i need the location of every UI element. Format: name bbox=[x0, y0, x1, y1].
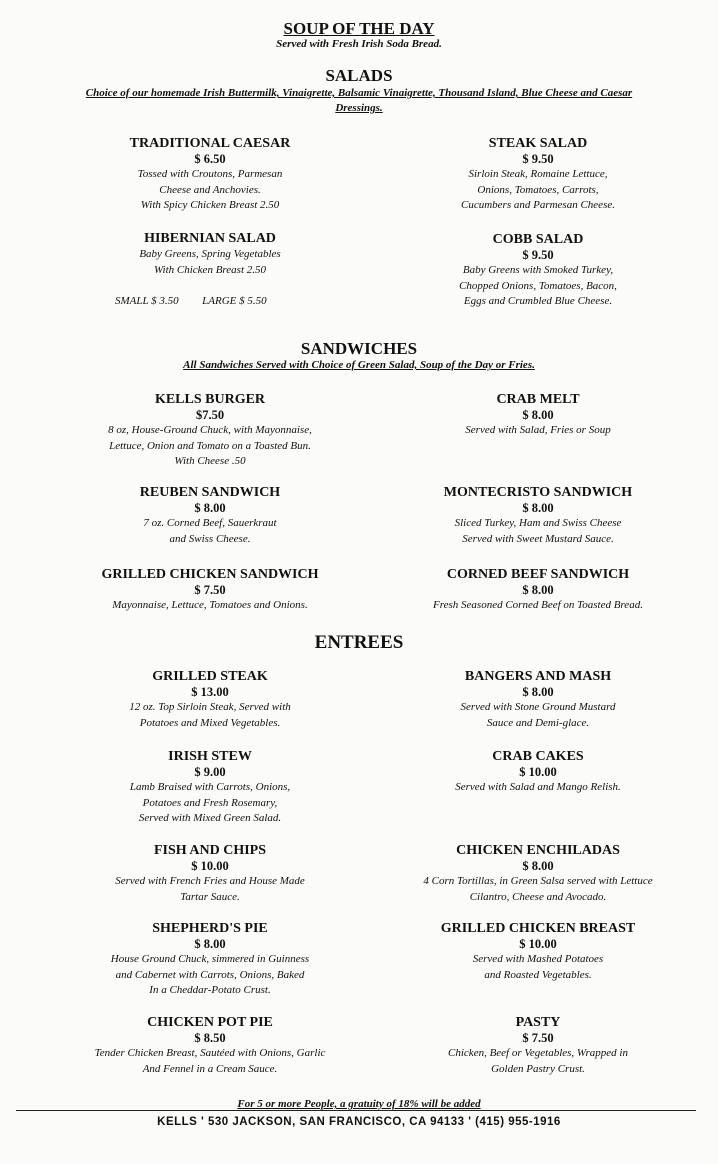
restaurant-address: KELLS ' 530 JACKSON, SAN FRANCISCO, CA 94133 ' (415) 955-1916 bbox=[157, 1116, 561, 1128]
item-name: GRILLED STEAK bbox=[152, 669, 268, 684]
item-price: $ 6.50 bbox=[194, 152, 226, 166]
item-desc-line: In a Cheddar-Potato Crust. bbox=[149, 984, 271, 996]
item-desc-line: Cilantro, Cheese and Avocado. bbox=[469, 890, 607, 903]
item-name: IRISH STEW bbox=[168, 749, 252, 764]
salad-size-prices bbox=[115, 295, 267, 307]
menu-item-chicken-enchiladas bbox=[358, 843, 718, 905]
item-desc-line: With Chicken Breast 2.50 bbox=[153, 263, 267, 276]
item-name: GRILLED CHICKEN BREAST bbox=[440, 921, 636, 936]
item-price: $7.50 bbox=[195, 408, 225, 422]
item-desc-line: and Swiss Cheese. bbox=[169, 532, 251, 545]
item-desc-line: Eggs and Crumbled Blue Cheese. bbox=[463, 295, 613, 307]
item-price: $ 8.00 bbox=[522, 408, 554, 422]
item-desc-line: 12 oz. Top Sirloin Steak, Served with bbox=[129, 701, 291, 713]
menu-item-crab-cakes bbox=[358, 749, 718, 796]
item-price: $ 7.50 bbox=[194, 583, 226, 597]
menu-item-grilled-chicken-breast bbox=[358, 921, 718, 983]
item-desc-line: Potatoes and Mixed Vegetables. bbox=[139, 716, 281, 729]
menu-item-shepherds-pie bbox=[30, 921, 390, 999]
item-desc-line: Tender Chicken Breast, Sautéed with Onions, Garlic bbox=[94, 1047, 326, 1059]
item-desc-line: 8 oz, House-Ground Chuck, with Mayonnaise, bbox=[108, 424, 312, 436]
item-name: CHICKEN POT PIE bbox=[147, 1015, 273, 1030]
item-desc-line: Served with Sweet Mustard Sauce. bbox=[462, 532, 614, 545]
item-desc-line: Sauce and Demi-glace. bbox=[486, 716, 590, 729]
footer-divider bbox=[16, 1110, 696, 1111]
item-desc-line: Lamb Braised with Carrots, Onions, bbox=[129, 781, 291, 793]
item-desc-line: Potatoes and Fresh Rosemary, bbox=[142, 796, 278, 809]
sandwiches-heading: SANDWICHES bbox=[300, 339, 418, 358]
menu-item-cobb-salad bbox=[358, 232, 718, 310]
item-price: $ 8.00 bbox=[522, 685, 554, 699]
menu-item-pasty bbox=[358, 1015, 718, 1077]
entrees-heading: ENTREES bbox=[314, 632, 404, 653]
item-desc-line: And Fennel in a Cream Sauce. bbox=[142, 1062, 278, 1075]
item-price: $ 10.00 bbox=[519, 937, 557, 951]
item-name: PASTY bbox=[515, 1015, 561, 1030]
menu-item-irish-stew bbox=[30, 749, 390, 827]
item-desc-line: Sirloin Steak, Romaine Lettuce, bbox=[468, 168, 608, 180]
item-name: GRILLED CHICKEN SANDWICH bbox=[101, 567, 319, 582]
menu-item-grilled-chicken-sandwich bbox=[30, 567, 390, 614]
item-price: $ 8.00 bbox=[522, 859, 554, 873]
menu-item-montecristo-sandwich bbox=[358, 485, 718, 547]
item-desc-line: Baby Greens with Smoked Turkey, bbox=[462, 264, 614, 276]
item-price: $ 8.00 bbox=[522, 501, 554, 515]
item-desc-line: With Cheese .50 bbox=[174, 455, 246, 467]
item-desc-line: Served with French Fries and House Made bbox=[115, 875, 305, 887]
item-name: TRADITIONAL CAESAR bbox=[129, 136, 291, 151]
item-price: $ 13.00 bbox=[191, 685, 229, 699]
item-name: REUBEN SANDWICH bbox=[139, 485, 281, 500]
salads-dressings-line1: Choice of our homemade Irish Buttermilk, Vinaigrette, Balsamic Vinaigrette, Thousand Island, Blue Cheese and Caesar bbox=[85, 87, 633, 99]
salads-dressings-line2: Dressings. bbox=[335, 102, 383, 114]
item-price: $ 8.50 bbox=[194, 1031, 226, 1045]
menu-item-steak-salad bbox=[358, 136, 718, 214]
soup-subtitle: Served with Fresh Irish Soda Bread. bbox=[276, 38, 442, 50]
menu-item-crab-melt bbox=[358, 392, 718, 439]
item-desc-line: Lettuce, Onion and Tomato on a Toasted Bun. bbox=[109, 439, 311, 452]
item-name: SHEPHERD'S PIE bbox=[152, 921, 268, 936]
item-desc-line: Tossed with Croutons, Parmesan bbox=[137, 168, 283, 180]
soup-heading: SOUP OF THE DAY bbox=[283, 19, 435, 38]
item-desc-line: 4 Corn Tortillas, in Green Salsa served with Lettuce bbox=[423, 875, 653, 887]
item-desc-line: Cucumbers and Parmesan Cheese. bbox=[461, 199, 615, 211]
item-name: KELLS BURGER bbox=[154, 392, 266, 407]
item-desc-line: Served with Salad and Mango Relish. bbox=[455, 781, 621, 793]
item-desc-line: Served with Mixed Green Salad. bbox=[138, 812, 282, 824]
item-name: BANGERS AND MASH bbox=[464, 669, 612, 684]
item-desc-line: Cheese and Anchovies. bbox=[159, 183, 261, 196]
item-desc-line: Chicken, Beef or Vegetables, Wrapped in bbox=[448, 1047, 628, 1059]
item-desc-line: and Roasted Vegetables. bbox=[484, 968, 592, 981]
item-price: $ 8.00 bbox=[522, 583, 554, 597]
menu-item-fish-and-chips bbox=[30, 843, 390, 905]
item-name: CRAB MELT bbox=[496, 392, 580, 407]
salads-heading: SALADS bbox=[325, 66, 393, 85]
menu-item-corned-beef-sandwich bbox=[358, 567, 718, 614]
item-price: $ 8.00 bbox=[194, 501, 226, 515]
item-price: $ 9.50 bbox=[522, 152, 554, 166]
item-desc-line: With Spicy Chicken Breast 2.50 bbox=[140, 199, 280, 211]
item-name: STEAK SALAD bbox=[488, 136, 588, 151]
item-price: $ 7.50 bbox=[522, 1031, 554, 1045]
item-name: FISH AND CHIPS bbox=[153, 843, 267, 858]
item-name: CORNED BEEF SANDWICH bbox=[446, 567, 630, 582]
item-desc-line: House Ground Chuck, simmered in Guinness bbox=[110, 953, 310, 965]
menu-item-reuben-sandwich bbox=[30, 485, 390, 547]
item-desc-line: Served with Salad, Fries or Soup bbox=[465, 424, 611, 436]
item-desc-line: Tartar Sauce. bbox=[180, 890, 240, 903]
item-name: HIBERNIAN SALAD bbox=[144, 231, 276, 246]
item-desc-line: Baby Greens, Spring Vegetables bbox=[139, 248, 281, 260]
item-desc-line: Fresh Seasoned Corned Beef on Toasted Bread. bbox=[433, 599, 643, 611]
item-name: CRAB CAKES bbox=[492, 749, 584, 764]
item-desc-line: 7 oz. Corned Beef, Sauerkraut bbox=[143, 517, 277, 529]
menu-item-traditional-caesar bbox=[30, 136, 390, 214]
item-price: $ 10.00 bbox=[191, 859, 229, 873]
item-desc-line: Chopped Onions, Tomatoes, Bacon, bbox=[459, 279, 617, 292]
large-size-price: LARGE $ 5.50 bbox=[202, 295, 267, 307]
item-name: COBB SALAD bbox=[492, 232, 584, 247]
small-size-price: SMALL $ 3.50 bbox=[115, 295, 179, 307]
item-desc-line: and Cabernet with Carrots, Onions, Baked bbox=[115, 968, 305, 981]
menu-item-bangers-and-mash bbox=[358, 669, 718, 731]
sandwiches-subtitle: All Sandwiches Served with Choice of Green Salad, Soup of the Day or Fries. bbox=[183, 359, 535, 371]
item-price: $ 9.50 bbox=[522, 248, 554, 262]
menu-item-grilled-steak bbox=[30, 669, 390, 731]
gratuity-note: For 5 or more People, a gratuity of 18% will be added bbox=[237, 1098, 481, 1110]
item-name: MONTECRISTO SANDWICH bbox=[443, 485, 633, 500]
item-desc-line: Mayonnaise, Lettuce, Tomatoes and Onions. bbox=[112, 599, 308, 611]
item-desc-line: Onions, Tomatoes, Carrots, bbox=[477, 183, 599, 196]
menu-item-chicken-pot-pie bbox=[30, 1015, 390, 1077]
item-desc-line: Served with Mashed Potatoes bbox=[472, 953, 604, 965]
menu-item-hibernian-salad bbox=[30, 231, 390, 278]
item-price: $ 9.00 bbox=[194, 765, 226, 779]
item-name: CHICKEN ENCHILADAS bbox=[456, 843, 620, 858]
item-price: $ 10.00 bbox=[519, 765, 557, 779]
item-desc-line: Served with Stone Ground Mustard bbox=[460, 701, 616, 713]
item-desc-line: Golden Pastry Crust. bbox=[491, 1062, 585, 1075]
item-desc-line: Sliced Turkey, Ham and Swiss Cheese bbox=[454, 517, 622, 529]
menu-item-kells-burger bbox=[30, 392, 390, 470]
item-price: $ 8.00 bbox=[194, 937, 226, 951]
